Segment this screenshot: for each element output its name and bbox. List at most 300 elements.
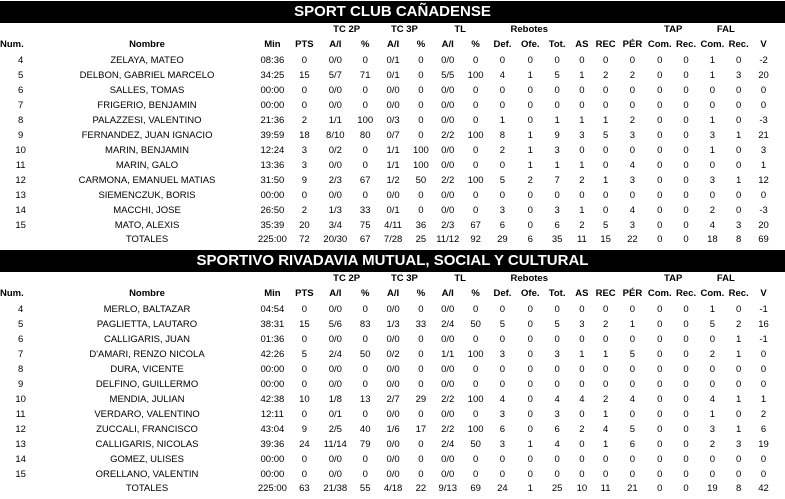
cell-name: GOMEZ, ULISES bbox=[110, 454, 184, 465]
cell-tl-pct: 100 bbox=[467, 130, 484, 141]
table-row bbox=[0, 128, 775, 143]
cell-tc3p-ai: 0/0 bbox=[386, 100, 400, 111]
table-row bbox=[0, 317, 775, 332]
cell-tc3p-ai: 0/1 bbox=[386, 205, 400, 216]
cell-min: 04:54 bbox=[260, 304, 285, 315]
total-pts: 63 bbox=[299, 483, 310, 494]
cell-fal-rec: 1 bbox=[736, 130, 742, 141]
column-header-tc3p-pct: % bbox=[416, 288, 426, 299]
cell-fal-rec: 0 bbox=[736, 454, 742, 465]
cell-min: 00:00 bbox=[260, 190, 285, 201]
total-tap-rec: 0 bbox=[683, 483, 689, 494]
cell-rec: 0 bbox=[602, 364, 609, 375]
cell-tap-com: 0 bbox=[657, 439, 663, 450]
cell-reb-def: 3 bbox=[499, 409, 506, 420]
cell-tc3p-ai: 0/7 bbox=[386, 130, 400, 141]
cell-reb-ofe: 0 bbox=[527, 394, 533, 405]
cell-tc3p-pct: 0 bbox=[418, 469, 424, 480]
cell-tc3p-ai: 0/1 bbox=[386, 70, 400, 81]
cell-reb-def: 0 bbox=[499, 334, 506, 345]
cell-tap-rec: 0 bbox=[683, 160, 689, 171]
cell-rec: 1 bbox=[602, 439, 609, 450]
cell-fal-com: 5 bbox=[709, 319, 716, 330]
cell-tc2p-ai: 0/0 bbox=[328, 85, 342, 96]
cell-tl-pct: 100 bbox=[467, 424, 484, 435]
cell-tc3p-pct: 0 bbox=[418, 70, 424, 81]
cell-num: 9 bbox=[17, 379, 24, 390]
cell-as: 1 bbox=[579, 70, 585, 81]
cell-tap-rec: 0 bbox=[683, 319, 689, 330]
total-min: 225:00 bbox=[257, 483, 287, 494]
cell-as: 0 bbox=[579, 100, 585, 111]
total-pts: 72 bbox=[299, 234, 310, 245]
cell-tl-ai: 0/0 bbox=[441, 334, 455, 345]
cell-fal-rec: 3 bbox=[736, 220, 742, 231]
column-header-as: AS bbox=[575, 39, 589, 50]
cell-tap-rec: 0 bbox=[683, 205, 689, 216]
cell-reb-tot: 0 bbox=[554, 304, 560, 315]
cell-per: 0 bbox=[629, 85, 636, 96]
cell-reb-tot: 4 bbox=[554, 394, 560, 405]
cell-tap-rec: 0 bbox=[683, 469, 689, 480]
cell-tap-rec: 0 bbox=[683, 364, 689, 375]
cell-as: 0 bbox=[579, 334, 585, 345]
cell-tc2p-pct: 83 bbox=[359, 319, 371, 330]
cell-min: 38:31 bbox=[260, 319, 285, 330]
cell-reb-def: 0 bbox=[499, 190, 506, 201]
total-tc2p-pct: 55 bbox=[359, 483, 371, 494]
cell-fal-com: 4 bbox=[709, 220, 716, 231]
cell-per: 0 bbox=[629, 469, 636, 480]
cell-pts: 9 bbox=[301, 175, 307, 186]
cell-pts: 5 bbox=[301, 349, 307, 360]
cell-as: 0 bbox=[579, 364, 585, 375]
cell-tc2p-ai: 0/0 bbox=[328, 160, 342, 171]
cell-tl-ai: 0/0 bbox=[441, 115, 455, 126]
cell-val: 1 bbox=[760, 160, 767, 171]
table-row bbox=[0, 332, 775, 347]
cell-tl-ai: 2/2 bbox=[441, 394, 455, 405]
column-header-reb-def: Def. bbox=[493, 39, 512, 50]
cell-tl-pct: 0 bbox=[472, 145, 479, 156]
cell-val: 12 bbox=[758, 175, 769, 186]
column-header-reb-ofe: Ofe. bbox=[521, 39, 540, 50]
cell-as: 1 bbox=[579, 160, 585, 171]
totals-row bbox=[0, 233, 775, 246]
cell-as: 0 bbox=[579, 190, 585, 201]
cell-tc3p-ai: 4/11 bbox=[384, 220, 402, 231]
cell-pts: 18 bbox=[299, 130, 310, 141]
total-tap-rec: 0 bbox=[683, 234, 689, 245]
cell-fal-com: 1 bbox=[709, 55, 716, 66]
cell-pts: 0 bbox=[301, 454, 307, 465]
cell-num: 4 bbox=[17, 55, 24, 66]
cell-tc2p-pct: 13 bbox=[359, 394, 371, 405]
cell-tl-pct: 100 bbox=[467, 175, 484, 186]
cell-tl-pct: 0 bbox=[472, 469, 479, 480]
cell-tc2p-ai: 11/14 bbox=[323, 439, 347, 450]
table-row bbox=[0, 347, 775, 362]
cell-per: 0 bbox=[629, 379, 636, 390]
cell-tap-com: 0 bbox=[657, 145, 663, 156]
cell-tc3p-pct: 29 bbox=[415, 394, 427, 405]
column-header-tc3p-ai: A/I bbox=[387, 39, 400, 50]
cell-val: 3 bbox=[760, 145, 767, 156]
cell-tap-rec: 0 bbox=[683, 394, 689, 405]
cell-tap-com: 0 bbox=[657, 160, 663, 171]
cell-per: 2 bbox=[629, 70, 636, 81]
cell-fal-rec: 0 bbox=[736, 469, 742, 480]
cell-tc2p-pct: 50 bbox=[359, 349, 371, 360]
cell-tc2p-ai: 0/0 bbox=[328, 469, 342, 480]
cell-reb-tot: 4 bbox=[554, 439, 560, 450]
cell-fal-rec: 0 bbox=[736, 160, 742, 171]
total-name: TOTALES bbox=[125, 483, 169, 494]
cell-name: PALAZZESI, VALENTINO bbox=[92, 115, 202, 126]
cell-as: 0 bbox=[579, 145, 585, 156]
cell-tap-rec: 0 bbox=[683, 115, 689, 126]
cell-val: 0 bbox=[760, 469, 767, 480]
cell-name: MARIN, BENJAMIN bbox=[105, 145, 189, 156]
cell-tap-rec: 0 bbox=[683, 304, 689, 315]
total-tl-ai: 11/12 bbox=[436, 234, 460, 245]
total-reb-def: 24 bbox=[497, 483, 508, 494]
cell-per: 0 bbox=[629, 55, 636, 66]
cell-fal-rec: 0 bbox=[736, 190, 742, 201]
cell-tc2p-ai: 2/4 bbox=[328, 349, 342, 360]
cell-tl-ai: 0/0 bbox=[441, 100, 455, 111]
cell-num: 7 bbox=[17, 100, 24, 111]
total-rec: 11 bbox=[600, 483, 611, 494]
cell-tap-rec: 0 bbox=[683, 379, 689, 390]
column-header-tap-com: Com. bbox=[647, 39, 672, 50]
cell-tc3p-pct: 100 bbox=[412, 145, 429, 156]
cell-tc2p-pct: 40 bbox=[359, 424, 371, 435]
cell-val: 20 bbox=[758, 220, 769, 231]
cell-tc2p-ai: 1/1 bbox=[328, 115, 342, 126]
cell-val: -2 bbox=[759, 55, 768, 66]
cell-name: MARIN, GALO bbox=[115, 160, 179, 171]
cell-num: 11 bbox=[15, 409, 26, 420]
cell-tc2p-pct: 0 bbox=[362, 145, 368, 156]
cell-reb-ofe: 0 bbox=[527, 205, 533, 216]
cell-min: 42:26 bbox=[260, 349, 285, 360]
cell-reb-ofe: 0 bbox=[527, 85, 533, 96]
cell-reb-tot: 7 bbox=[554, 175, 560, 186]
cell-fal-com: 0 bbox=[709, 100, 716, 111]
cell-pts: 15 bbox=[299, 319, 310, 330]
cell-fal-com: 1 bbox=[709, 304, 716, 315]
cell-tc2p-pct: 100 bbox=[357, 115, 374, 126]
cell-tc3p-pct: 33 bbox=[415, 319, 427, 330]
table-row bbox=[0, 452, 775, 467]
cell-fal-rec: 0 bbox=[736, 85, 742, 96]
group-header-fal: FAL bbox=[716, 273, 735, 284]
cell-per: 4 bbox=[629, 394, 636, 405]
cell-tl-pct: 0 bbox=[472, 100, 479, 111]
cell-rec: 1 bbox=[602, 409, 609, 420]
cell-tap-rec: 0 bbox=[683, 130, 689, 141]
cell-reb-def: 0 bbox=[499, 379, 506, 390]
cell-min: 42:38 bbox=[260, 394, 285, 405]
cell-tl-pct: 0 bbox=[472, 334, 479, 345]
cell-fal-rec: 3 bbox=[736, 439, 742, 450]
cell-tc2p-pct: 80 bbox=[359, 130, 371, 141]
cell-name: MENDIA, JULIAN bbox=[109, 394, 185, 405]
cell-fal-com: 1 bbox=[709, 70, 716, 81]
cell-pts: 0 bbox=[301, 190, 307, 201]
table-row bbox=[0, 53, 775, 68]
column-header-tc2p-pct: % bbox=[360, 288, 370, 299]
cell-tc3p-ai: 1/3 bbox=[386, 319, 400, 330]
cell-rec: 4 bbox=[602, 424, 609, 435]
group-header-tl: TL bbox=[454, 24, 466, 35]
cell-fal-rec: 1 bbox=[736, 334, 742, 345]
cell-rec: 0 bbox=[602, 85, 609, 96]
cell-reb-ofe: 1 bbox=[527, 160, 533, 171]
cell-name: DELBON, GABRIEL MARCELO bbox=[79, 70, 215, 81]
cell-fal-com: 0 bbox=[709, 190, 716, 201]
cell-tc3p-ai: 0/1 bbox=[386, 55, 400, 66]
total-tap-com: 0 bbox=[657, 234, 663, 245]
column-header-min: Min bbox=[264, 39, 281, 50]
cell-rec: 5 bbox=[602, 130, 609, 141]
cell-val: 20 bbox=[758, 70, 769, 81]
cell-tc3p-pct: 50 bbox=[415, 175, 427, 186]
group-header-tc3p: TC 3P bbox=[390, 24, 418, 35]
cell-name: FRIGERIO, BENJAMIN bbox=[97, 100, 197, 111]
cell-tc3p-ai: 0/0 bbox=[386, 304, 400, 315]
cell-val: 0 bbox=[760, 454, 767, 465]
cell-tc3p-pct: 0 bbox=[418, 334, 424, 345]
cell-per: 1 bbox=[629, 319, 636, 330]
cell-val: 0 bbox=[760, 190, 767, 201]
cell-pts: 0 bbox=[301, 364, 307, 375]
cell-as: 0 bbox=[579, 85, 585, 96]
cell-tl-ai: 2/2 bbox=[441, 424, 455, 435]
cell-tap-com: 0 bbox=[657, 115, 663, 126]
cell-val: 0 bbox=[760, 349, 767, 360]
group-header-row bbox=[0, 23, 775, 37]
column-header-fal-rec: Rec. bbox=[728, 39, 749, 50]
cell-fal-com: 3 bbox=[709, 424, 716, 435]
cell-val: 6 bbox=[760, 424, 767, 435]
cell-per: 5 bbox=[629, 424, 636, 435]
cell-tc3p-ai: 2/7 bbox=[386, 394, 400, 405]
cell-reb-tot: 0 bbox=[554, 454, 560, 465]
cell-as: 2 bbox=[579, 220, 585, 231]
table-row bbox=[0, 377, 775, 392]
cell-reb-ofe: 0 bbox=[527, 319, 533, 330]
column-header-tc3p-pct: % bbox=[416, 39, 426, 50]
total-reb-tot: 35 bbox=[551, 234, 563, 245]
cell-tl-pct: 0 bbox=[472, 115, 479, 126]
cell-min: 12:11 bbox=[260, 409, 284, 420]
cell-tc3p-pct: 0 bbox=[418, 364, 424, 375]
cell-fal-rec: 2 bbox=[736, 319, 742, 330]
cell-tl-ai: 0/0 bbox=[441, 409, 455, 420]
cell-tap-com: 0 bbox=[657, 100, 663, 111]
cell-rec: 0 bbox=[602, 454, 609, 465]
cell-tc3p-pct: 17 bbox=[415, 424, 427, 435]
cell-reb-def: 2 bbox=[499, 145, 506, 156]
cell-tc2p-pct: 0 bbox=[362, 469, 368, 480]
cell-tap-rec: 0 bbox=[683, 334, 689, 345]
cell-min: 00:00 bbox=[260, 364, 285, 375]
cell-pts: 0 bbox=[301, 85, 307, 96]
total-as: 10 bbox=[576, 483, 588, 494]
column-header-reb-def: Def. bbox=[493, 288, 512, 299]
cell-fal-com: 2 bbox=[709, 205, 716, 216]
column-header-tl-pct: % bbox=[471, 39, 480, 50]
group-header-tl: TL bbox=[454, 273, 466, 284]
cell-num: 12 bbox=[15, 175, 26, 186]
cell-tc2p-pct: 0 bbox=[362, 85, 368, 96]
cell-tc2p-pct: 0 bbox=[362, 334, 368, 345]
cell-pts: 0 bbox=[301, 100, 307, 111]
cell-tap-rec: 0 bbox=[683, 349, 689, 360]
cell-per: 0 bbox=[629, 409, 636, 420]
cell-tc2p-pct: 0 bbox=[362, 160, 368, 171]
table-row bbox=[0, 422, 775, 437]
cell-tl-pct: 0 bbox=[472, 205, 479, 216]
cell-min: 08:36 bbox=[260, 55, 285, 66]
table-row bbox=[0, 98, 775, 113]
cell-val: 19 bbox=[758, 439, 769, 450]
cell-tc2p-pct: 0 bbox=[362, 55, 368, 66]
cell-rec: 2 bbox=[602, 319, 609, 330]
cell-tc2p-pct: 0 bbox=[362, 379, 368, 390]
cell-rec: 0 bbox=[602, 205, 609, 216]
column-header-name: Nombre bbox=[129, 288, 165, 299]
cell-tc2p-ai: 2/3 bbox=[328, 175, 342, 186]
cell-tc2p-ai: 0/0 bbox=[328, 334, 342, 345]
cell-tl-ai: 0/0 bbox=[441, 364, 455, 375]
cell-tap-com: 0 bbox=[657, 70, 663, 81]
cell-fal-rec: 0 bbox=[736, 115, 742, 126]
table-row bbox=[0, 467, 775, 482]
cell-reb-tot: 3 bbox=[554, 409, 560, 420]
cell-tc3p-pct: 0 bbox=[418, 85, 424, 96]
cell-rec: 0 bbox=[602, 304, 609, 315]
cell-rec: 1 bbox=[602, 175, 609, 186]
cell-tc3p-ai: 0/0 bbox=[386, 439, 400, 450]
column-header-per: PÉR bbox=[622, 39, 643, 50]
cell-tl-ai: 0/0 bbox=[441, 160, 455, 171]
cell-name: ZELAYA, MATEO bbox=[110, 55, 184, 66]
cell-name: CALLIGARIS, NICOLAS bbox=[95, 439, 199, 450]
cell-fal-rec: 0 bbox=[736, 304, 742, 315]
cell-tc3p-pct: 0 bbox=[418, 190, 424, 201]
total-reb-def: 29 bbox=[497, 234, 508, 245]
table-row bbox=[0, 173, 775, 188]
cell-per: 2 bbox=[629, 115, 636, 126]
cell-tl-pct: 100 bbox=[467, 394, 484, 405]
cell-reb-tot: 0 bbox=[554, 85, 560, 96]
cell-rec: 2 bbox=[602, 70, 609, 81]
cell-tc2p-ai: 5/6 bbox=[328, 319, 342, 330]
cell-reb-tot: 6 bbox=[554, 220, 560, 231]
cell-tap-com: 0 bbox=[657, 334, 663, 345]
column-header-tc2p-pct: % bbox=[360, 39, 370, 50]
column-header-tc3p-ai: A/I bbox=[387, 288, 400, 299]
cell-rec: 0 bbox=[602, 469, 609, 480]
total-tc3p-pct: 25 bbox=[415, 234, 427, 245]
table-row bbox=[0, 362, 775, 377]
cell-reb-def: 3 bbox=[499, 439, 506, 450]
cell-tap-rec: 0 bbox=[683, 85, 689, 96]
cell-reb-ofe: 0 bbox=[527, 100, 533, 111]
group-header-row bbox=[0, 272, 775, 286]
cell-pts: 0 bbox=[301, 379, 307, 390]
cell-reb-ofe: 0 bbox=[527, 364, 533, 375]
cell-tap-rec: 0 bbox=[683, 100, 689, 111]
cell-tc2p-pct: 75 bbox=[359, 220, 371, 231]
team-block-1 bbox=[0, 1, 785, 246]
cell-as: 0 bbox=[579, 379, 585, 390]
cell-reb-tot: 0 bbox=[554, 364, 560, 375]
cell-reb-ofe: 0 bbox=[527, 115, 533, 126]
cell-reb-def: 0 bbox=[499, 304, 506, 315]
column-header-val: V bbox=[760, 39, 767, 50]
cell-name: SIEMENCZUK, BORIS bbox=[98, 190, 196, 201]
cell-rec: 0 bbox=[602, 55, 609, 66]
cell-reb-def: 6 bbox=[499, 220, 506, 231]
cell-fal-rec: 1 bbox=[736, 175, 742, 186]
cell-tl-ai: 2/4 bbox=[441, 439, 455, 450]
cell-val: 0 bbox=[760, 364, 767, 375]
column-header-pts: PTS bbox=[295, 39, 314, 50]
cell-tap-rec: 0 bbox=[683, 424, 689, 435]
cell-tl-pct: 50 bbox=[470, 439, 481, 450]
cell-per: 3 bbox=[629, 220, 636, 231]
cell-reb-ofe: 2 bbox=[527, 175, 533, 186]
cell-as: 3 bbox=[579, 130, 585, 141]
cell-tc3p-pct: 0 bbox=[418, 205, 424, 216]
cell-reb-def: 0 bbox=[499, 100, 506, 111]
column-header-reb-ofe: Ofe. bbox=[521, 288, 540, 299]
cell-name: ZUCCALI, FRANCISCO bbox=[96, 424, 198, 435]
cell-reb-tot: 0 bbox=[554, 469, 560, 480]
cell-reb-def: 0 bbox=[499, 454, 506, 465]
cell-per: 0 bbox=[629, 334, 636, 345]
cell-tc2p-pct: 0 bbox=[362, 364, 368, 375]
cell-pts: 2 bbox=[301, 205, 307, 216]
cell-reb-ofe: 0 bbox=[527, 55, 533, 66]
cell-tc2p-ai: 0/0 bbox=[328, 364, 342, 375]
cell-fal-rec: 1 bbox=[736, 424, 742, 435]
cell-tc2p-ai: 5/7 bbox=[328, 70, 342, 81]
column-header-val: V bbox=[760, 288, 767, 299]
cell-name: PAGLIETTA, LAUTARO bbox=[96, 319, 198, 330]
table-row bbox=[0, 113, 775, 128]
column-header-fal-com: Com. bbox=[700, 39, 725, 50]
cell-as: 3 bbox=[579, 319, 585, 330]
cell-tap-com: 0 bbox=[657, 319, 663, 330]
cell-reb-def: 5 bbox=[499, 319, 506, 330]
total-tl-pct: 92 bbox=[470, 234, 481, 245]
total-fal-com: 18 bbox=[707, 234, 718, 245]
cell-fal-rec: 1 bbox=[736, 394, 742, 405]
cell-tl-pct: 0 bbox=[472, 379, 479, 390]
table-row bbox=[0, 437, 775, 452]
cell-fal-com: 0 bbox=[709, 469, 716, 480]
cell-tl-ai: 5/5 bbox=[441, 70, 455, 81]
cell-tc3p-ai: 0/0 bbox=[386, 379, 400, 390]
total-tc2p-ai: 20/30 bbox=[323, 234, 348, 245]
cell-val: 0 bbox=[760, 85, 767, 96]
totals-row bbox=[0, 482, 775, 495]
